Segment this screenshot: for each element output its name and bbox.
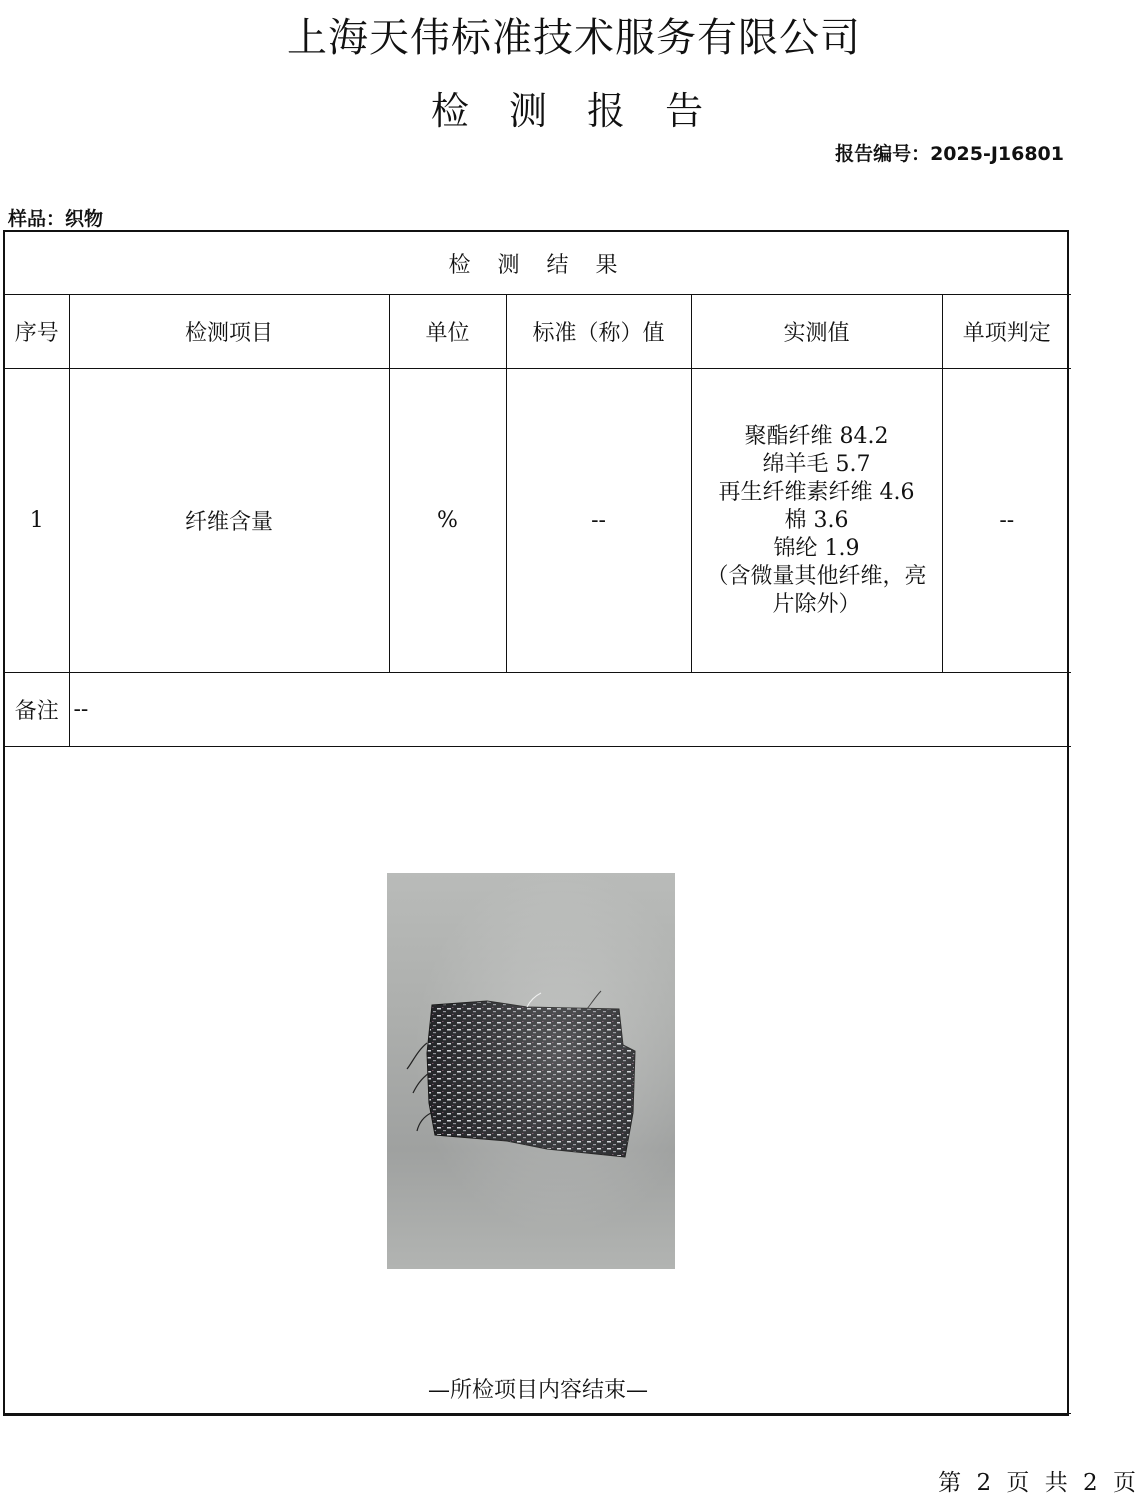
measured-line: 再生纤维素纤维 4.6 [718, 479, 915, 505]
page-number: 第 2 页 共 2 页 [938, 1470, 1140, 1496]
table-row [5, 369, 1071, 673]
document-title: 检 测 报 告 [430, 89, 718, 133]
table-header-row [5, 295, 1071, 369]
remarks-label: 备注 [5, 673, 69, 747]
measured-line: 片除外） [772, 591, 861, 617]
cell-measured [691, 369, 942, 673]
remarks-value: -- [69, 673, 1071, 747]
photo-section [5, 747, 1071, 1414]
results-table [5, 232, 1071, 1414]
cell-index: 1 [5, 369, 69, 673]
cell-judgement: -- [942, 369, 1071, 673]
measured-line: 聚酯纤维 84.2 [744, 423, 889, 449]
results-section-title: 检 测 结 果 [5, 232, 1071, 295]
report-number: 报告编号：2025-J16801 [835, 143, 1064, 165]
col-header-judgement: 单项判定 [942, 295, 1071, 369]
sample-label: 样品：织物 [8, 208, 104, 230]
fabric-sample-photo [387, 873, 675, 1269]
measured-line: 绵羊毛 5.7 [762, 451, 871, 477]
end-of-report-note: —所检项目内容结束— [428, 1378, 649, 1403]
col-header-standard: 标准（称）值 [506, 295, 691, 369]
col-header-index: 序号 [5, 295, 69, 369]
col-header-unit: 单位 [389, 295, 506, 369]
cell-item: 纤维含量 [69, 369, 389, 673]
measured-line: （含微量其他纤维，亮 [706, 563, 927, 589]
cell-standard: -- [506, 369, 691, 673]
remarks-row [5, 673, 1071, 747]
results-frame [3, 230, 1069, 1416]
measured-line: 锦纶 1.9 [773, 535, 860, 561]
company-name: 上海天伟标准技术服务有限公司 [287, 15, 861, 61]
cell-unit: % [389, 369, 506, 673]
col-header-measured: 实测值 [691, 295, 942, 369]
measured-line: 棉 3.6 [784, 507, 849, 533]
col-header-item: 检测项目 [69, 295, 389, 369]
